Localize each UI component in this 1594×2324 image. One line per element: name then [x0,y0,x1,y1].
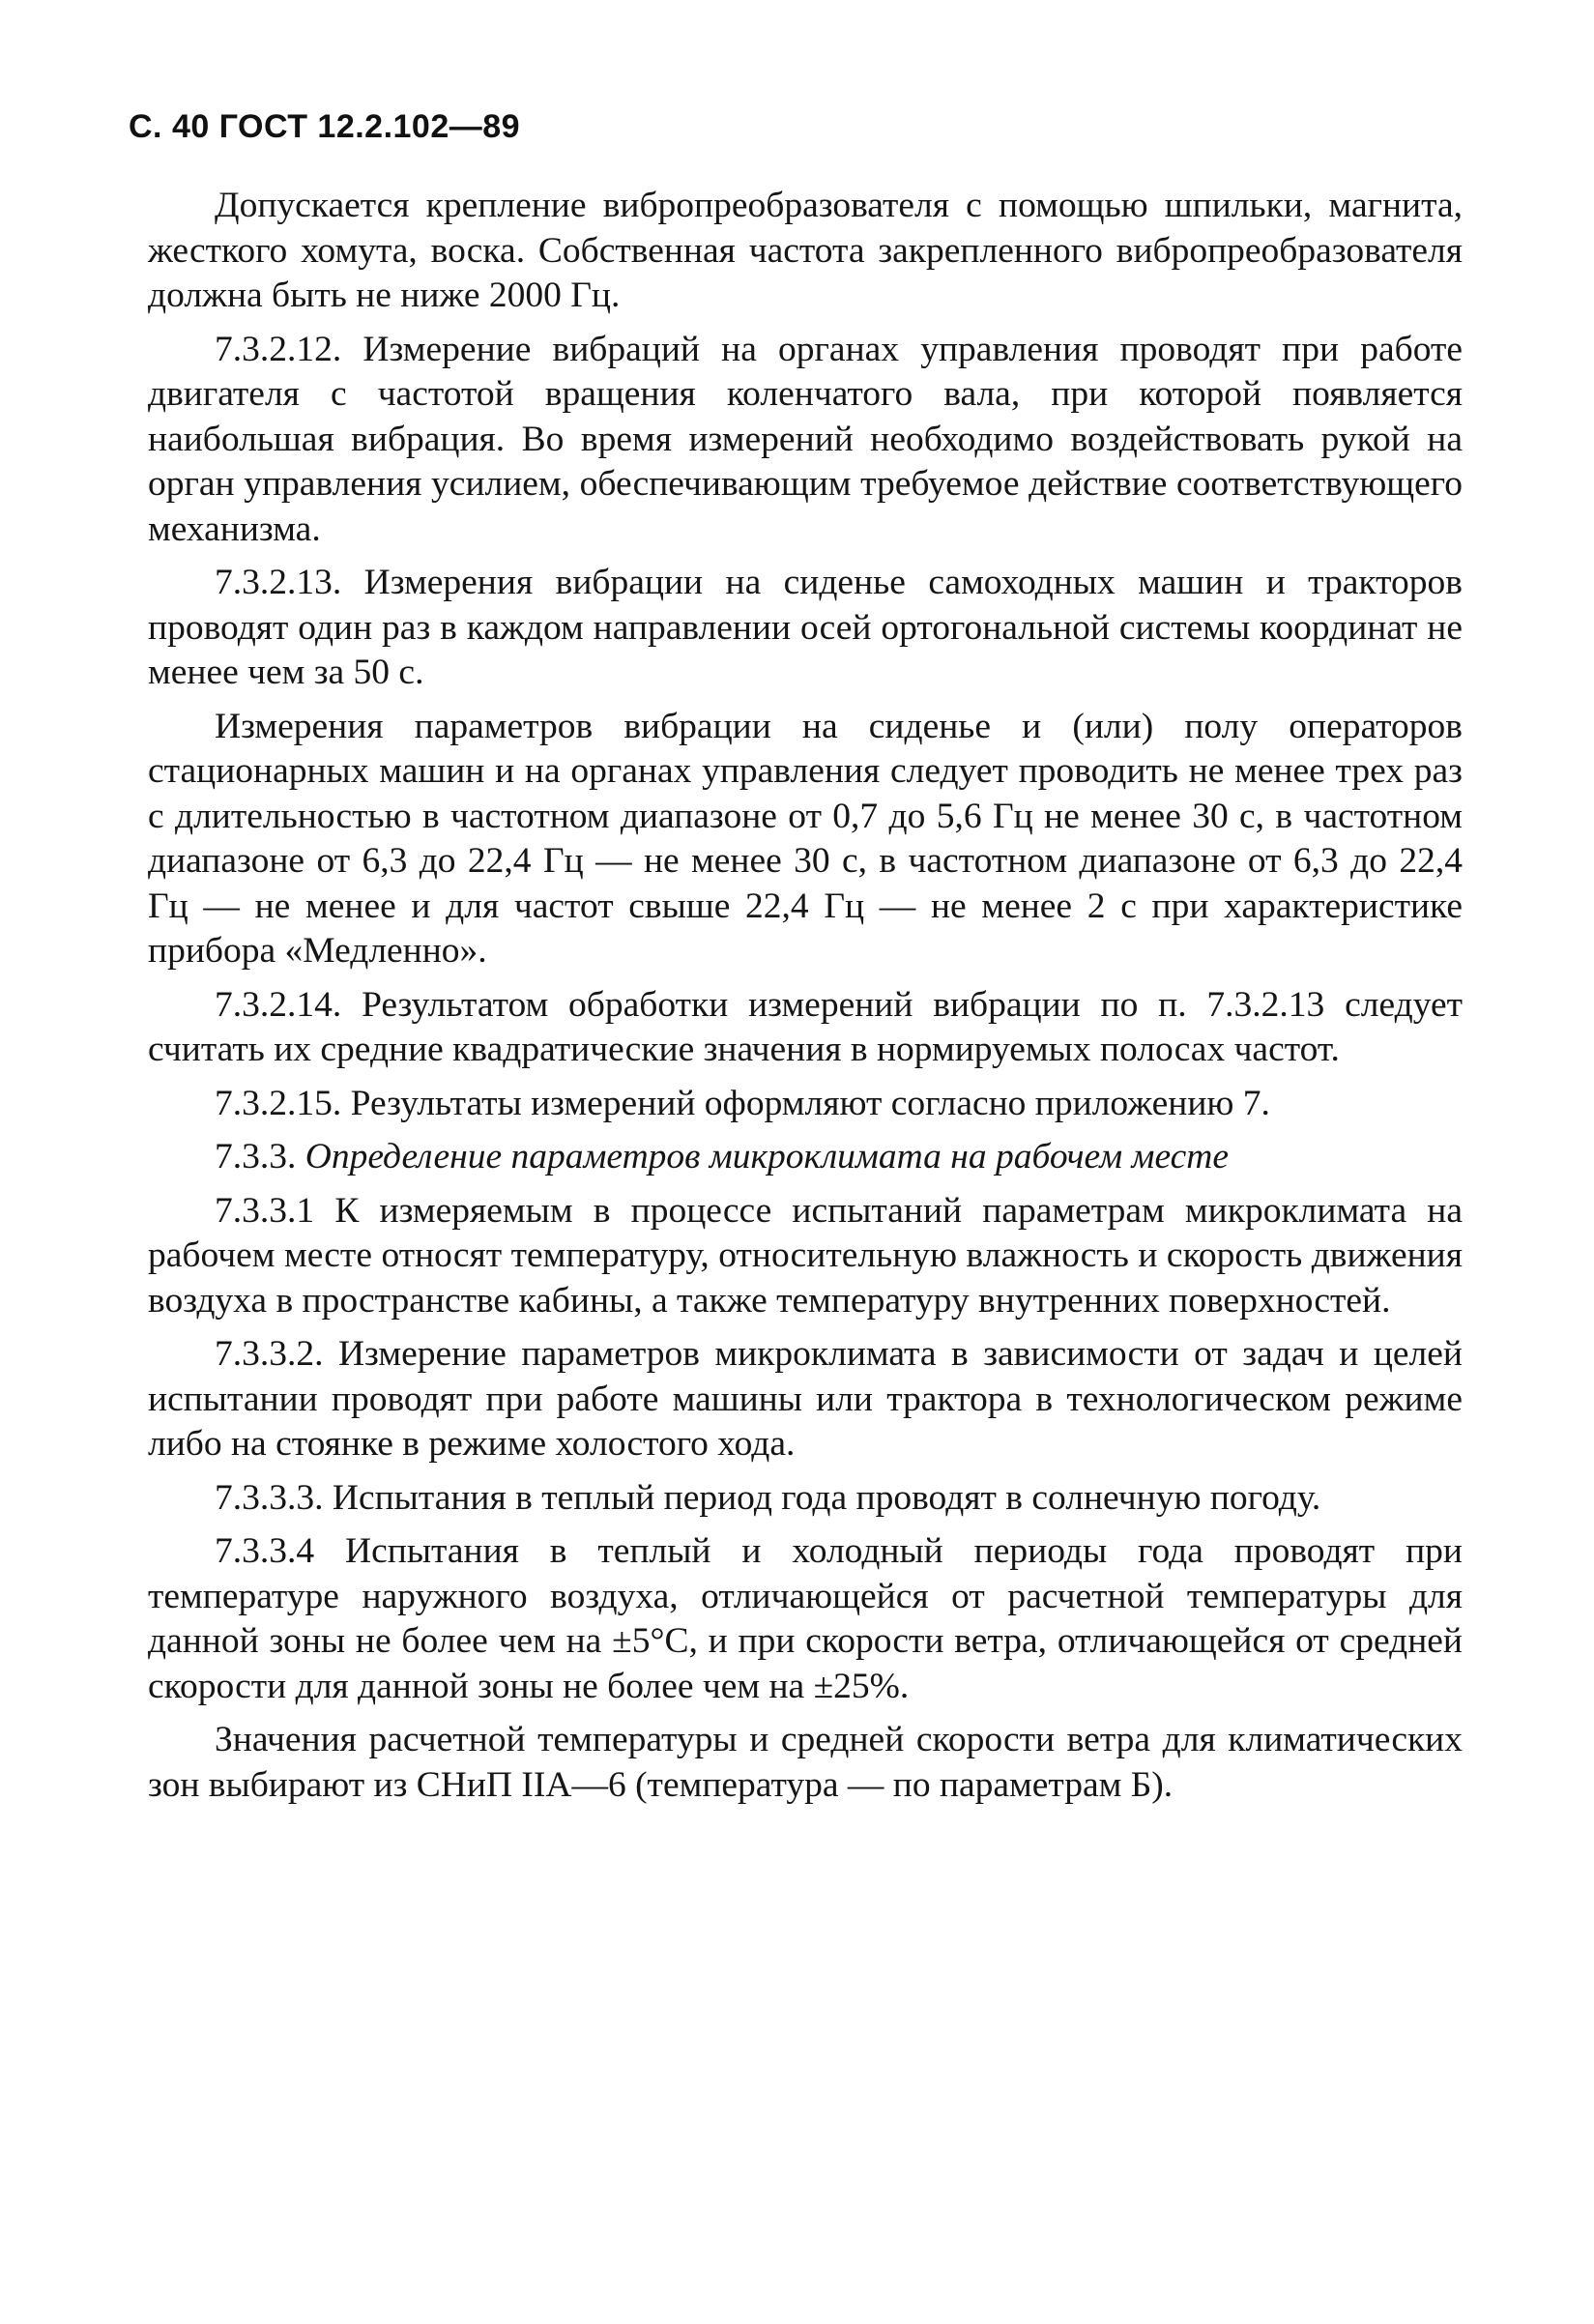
paragraph-7-3-3-2: 7.3.3.2. Измерение параметров микроклимата в зависимости от задач и целей испытании проводят при работе машины или трактора в технологическом режиме либо на стоянке в режиме холостого хода. [148,1334,1463,1464]
page-header: С. 40 ГОСТ 12.2.102—89 [129,108,521,145]
section-heading [148,1135,1463,1180]
paragraph-measurement-duration: Измерения параметров вибрации на сиденье и (или) полу операторов стационарных машин и на органах управления следует проводить не менее трех раз с длительностью в частотном диапазоне от 0,7 до 5,6 Гц не менее 30 с, в частотном диапазоне от 6,3 до 22,4 Гц — не менее 30 с, в частотном диапазоне от 6,3 до 22,4 Гц — не менее и для частот свыше 22,4 Гц — не менее 2 с при характеристике прибора «Медленно». [148,706,1463,971]
paragraph-climatic-zones: Значения расчетной температуры и средней скорости ветра для климатических зон выбирают из СНиП IIА—6 (температура — по параметрам Б). [148,1720,1463,1805]
paragraph-7-3-3-4: 7.3.3.4 Испытания в теплый и холодный периоды года проводят при температуре наружного воздуха, отличающейся от расчетной температуры для данной зоны не более чем на ±5°С, и при скорости ветра, отличающейся от средней скорости для данной зоны не более чем на ±25%. [148,1531,1463,1706]
section-number: 7.3.3. [215,1137,297,1177]
paragraph-7-3-2-13: 7.3.2.13. Измерения вибрации на сиденье самоходных машин и тракторов проводят один раз в каждом направлении осей ортогональной системы координат не менее чем за 50 с. [148,563,1463,692]
paragraph-7-3-3-3: 7.3.3.3. Испытания в теплый период года проводят в солнечную погоду. [215,1477,1321,1518]
paragraph-attachment: Допускается крепление вибропреобразователя с помощью шпильки, магнита, жесткого хомута, воска. Собственная частота закрепленного вибропреобразователя должна быть не ниже 2000 Гц. [148,186,1463,315]
paragraph-7-3-3-1: 7.3.3.1 К измеряемым в процессе испытаний параметрам микроклимата на рабочем месте относят температуру, относительную влажность и скорость движения воздуха в пространстве кабины, а также температуру внутренних поверхностей. [148,1190,1463,1321]
paragraph-7-3-2-15: 7.3.2.15. Результаты измерений оформляют согласно приложению 7. [215,1083,1270,1123]
body-text [148,184,1463,1816]
section-title: Определение параметров микроклимата на рабочем месте [304,1137,1229,1177]
paragraph-7-3-2-14: 7.3.2.14. Результатом обработки измерений вибрации по п. 7.3.2.13 следует считать их средние квадратические значения в нормируемых полосах частот. [148,984,1463,1069]
paragraph-7-3-2-12: 7.3.2.12. Измерение вибраций на органах управления проводят при работе двигателя с частотой вращения коленчатого вала, при которой появляется наибольшая вибрация. Во время измерений необходимо воздействовать рукой на орган управления усилием, обеспечивающим требуемое действие соответствующего механизма. [148,329,1463,549]
